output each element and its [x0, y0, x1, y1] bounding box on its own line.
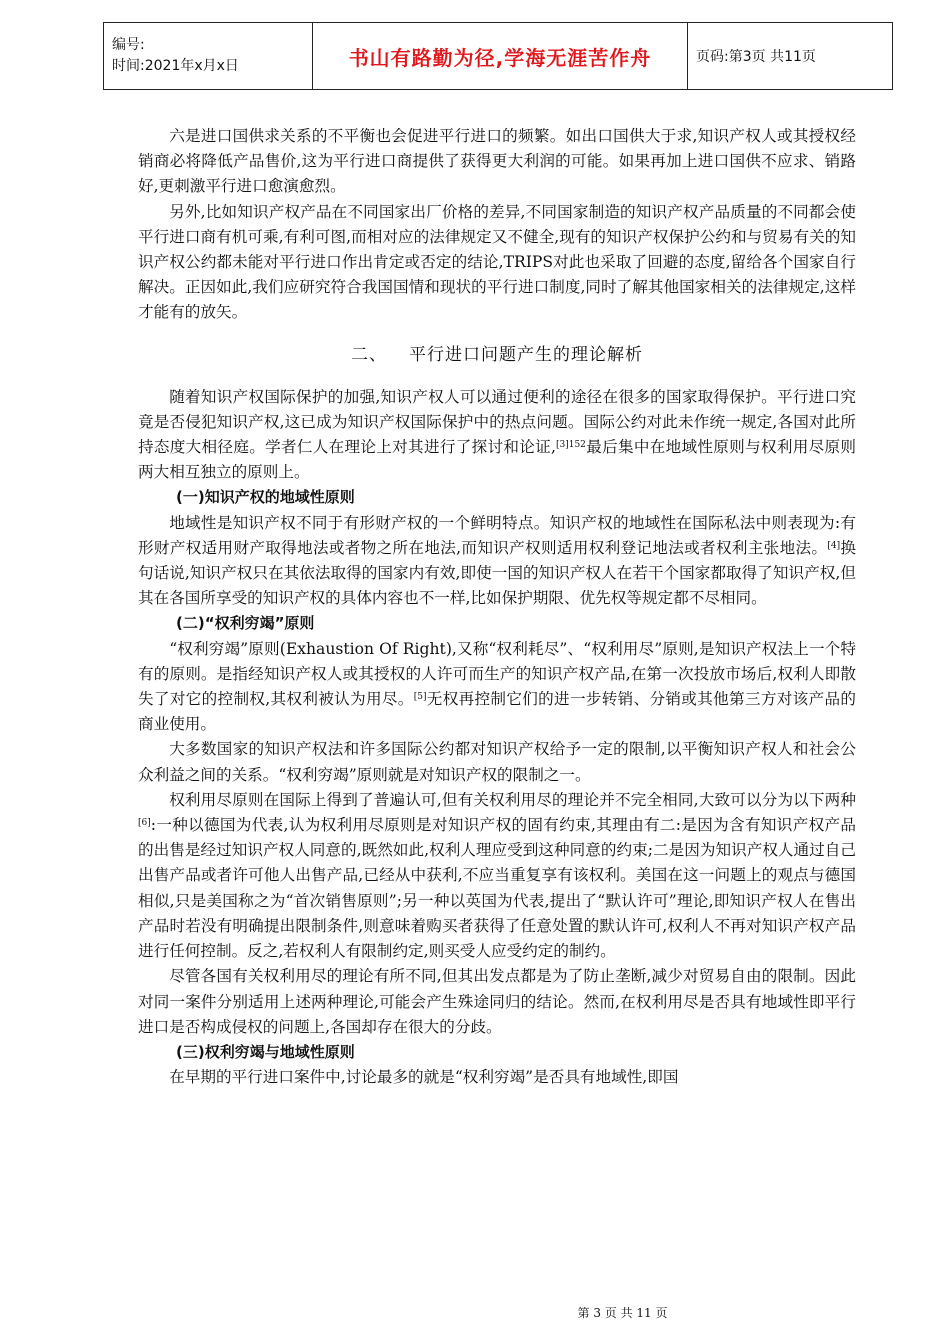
paragraph-territoriality: [138, 511, 856, 612]
citation-ref: [4]: [827, 540, 841, 551]
citation-ref: [6]: [138, 818, 151, 829]
theories-text-cont: :一种以德国为代表,认为权利用尽原则是对知识产权的固有约束,其理由有二:是因为含有知识产权产品的出售是经过知识产权人同意的,既然如此,权利人理应受到这种同意的约束;二是因为知识产权人通过自己出售产品或者许可他人出售产品,已经从中获利,不应当重复享有该权利。美国在这一问题上的观点与德国相似,只是美国称之为“首次销售原则”;另一种以英国为代表,提出了“默认许可”理论,即知识产权人在售出产品时若没有明确提出限制条件,则意味着购买者获得了任意处置的默认许可,权利人不再对知识产权产品进行任何控制。反之,若权利人有限制约定,则买受人应受约定的制约。: [138, 816, 856, 961]
paragraph-exhaustion-definition: [138, 637, 856, 738]
citation-ref: [3]152: [555, 440, 586, 451]
paragraph-early-cases: 在早期的平行进口案件中,讨论最多的就是“权利穷竭”是否具有地域性,即国: [169, 1068, 679, 1087]
theories-text: 权利用尽原则在国际上得到了普遍认可,但有关权利用尽的理论并不完全相同,大致可以分为以下两种: [169, 790, 856, 809]
subsection-heading-exhaustion-territoriality: (三)权利穷竭与地域性原则: [176, 1042, 355, 1061]
time-label: 时间:2021年x月x日: [112, 58, 239, 74]
paragraph-exhaustion-divergence: 尽管各国有关权利用尽的理论有所不同,但其出发点都是为了防止垄断,减少对贸易自由的限制。因此对同一案件分别适用上述两种理论,可能会产生殊途同归的结论。然而,在权利用尽是否具有地域性即平行进口是否构成侵权的问题上,各国却存在很大的分歧。: [138, 967, 856, 1036]
section-heading: [138, 342, 856, 368]
number-label: 编号:: [112, 37, 145, 53]
paragraph-exhaustion-limitation: 大多数国家的知识产权法和许多国际公约都对知识产权给予一定的限制,以平衡知识产权人和社会公众利益之间的关系。“权利穷竭”原则就是对知识产权的限制之一。: [138, 740, 856, 784]
header-page-label: 页码:第3页 共11页: [688, 23, 893, 90]
paragraph-supply-demand: 六是进口国供求关系的不平衡也会促进平行进口的频繁。如出口国供大于求,知识产权人或其授权经销商必将降低产品售价,这为平行进口商提供了获得更大利润的可能。如果再加上进口国供不应求、销路好,更刺激平行进口愈演愈烈。: [138, 127, 856, 196]
header-motto: 书山有路勤为径,学海无涯苦作舟: [313, 23, 688, 90]
intro-text: 随着知识产权国际保护的加强,知识产权人可以通过便利的途径在很多的国家取得保护。平行进口究竟是否侵犯知识产权,这已成为知识产权国际保护中的热点问题。国际公约对此未作统一规定,各国对此所持态度大相径庭。学者仁人在理论上对其进行了探讨和论证,: [138, 387, 856, 457]
header-meta-cell: [104, 23, 313, 90]
territoriality-text-cont: 换句话说,知识产权只在其依法取得的国家内有效,即使一国的知识产权人在若干个国家都取得了知识产权,但其在各国所享受的知识产权的具体内容也不一样,比如保护期限、优先权等规定都不尽相同。: [138, 538, 856, 608]
header-table: [103, 22, 893, 90]
exhaustion-text: “权利穷竭”原则(Exhaustion Of Right),又称“权利耗尽”、“权利用尽”原则,是知识产权法上一个特有的原则。是指经知识产权人或其授权的人许可而生产的知识产权产品,在第一次投放市场后,权利人即散失了对它的控制权,其权利被认为用尽。: [138, 639, 856, 709]
paragraph-intro: [138, 385, 856, 486]
document-body: [138, 124, 856, 1090]
paragraph-price-difference: 另外,比如知识产权产品在不同国家出厂价格的差异,不同国家制造的知识产权产品质量的不同都会使平行进口商有机可乘,有利可图,而相对应的法律规定又不健全,现有的知识产权保护公约和与贸易有关的知识产权公约都未能对平行进口作出肯定或否定的结论,TRIPS对此也采取了回避的态度,留给各个国家自行解决。正因如此,我们应研究符合我国国情和现状的平行进口制度,同时了解其他国家相关的法律规定,这样才能有的放矢。: [138, 202, 856, 322]
subsection-heading-territoriality: (一)知识产权的地域性原则: [176, 488, 355, 507]
territoriality-text: 地域性是知识产权不同于有形财产权的一个鲜明特点。知识产权的地域性在国际私法中则表现为:有形财产权适用财产取得地法或者物之所在地法,而知识产权则适用权利登记地法或者权利主张地法。: [138, 513, 856, 557]
page-footer: 第 3 页 共 11 页: [577, 1306, 668, 1320]
exhaustion-text-cont: 无权再控制它们的进一步转销、分销或其他第三方对该产品的商业使用。: [138, 690, 856, 734]
paragraph-exhaustion-theories: [138, 788, 856, 964]
subsection-heading-exhaustion: (二)“权利穷竭”原则: [176, 614, 315, 633]
section-number: 二、: [351, 344, 387, 365]
intro-text-cont: 最后集中在地域性原则与权利用尽原则两大相互独立的原则上。: [138, 438, 856, 482]
section-title: 平行进口问题产生的理论解析: [409, 344, 643, 365]
citation-ref: [5]: [413, 692, 427, 703]
